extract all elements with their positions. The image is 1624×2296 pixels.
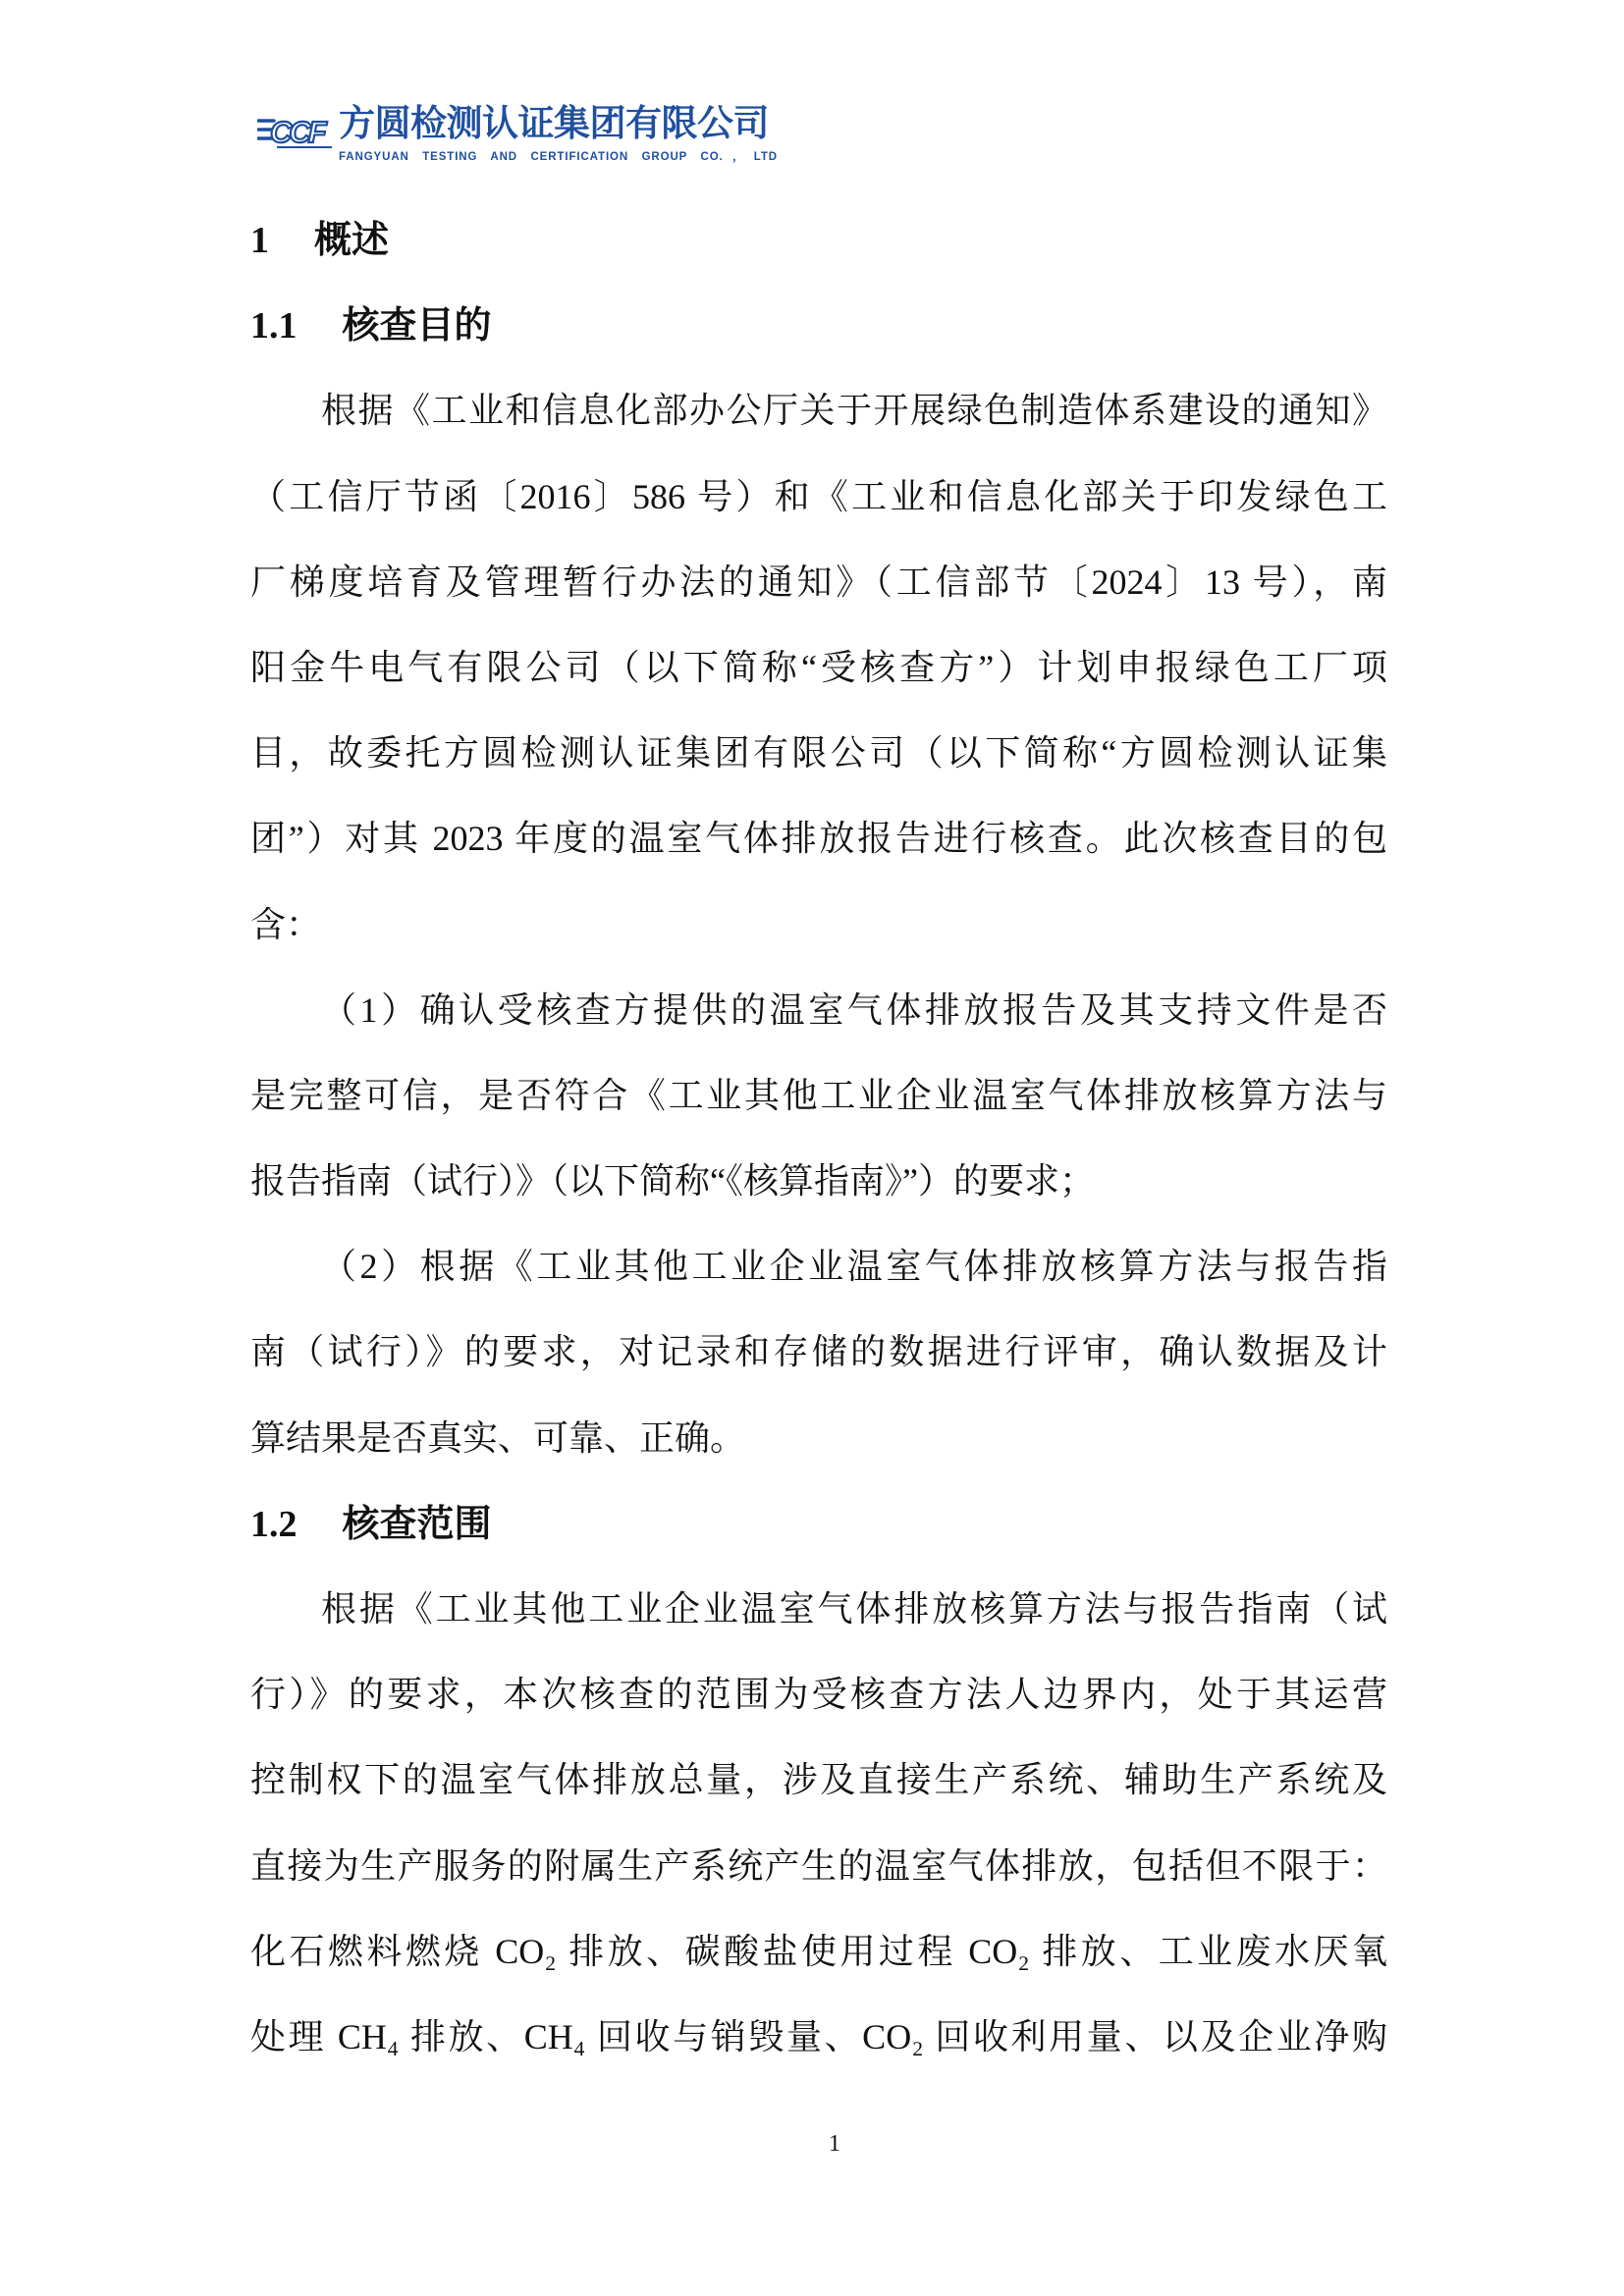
paragraph-scope [250, 1567, 1387, 2080]
paragraph-line: 算结果是否真实、可靠、正确。 [250, 1417, 746, 1458]
company-name-cn: 方圆检测认证集团有限公司 [339, 102, 769, 144]
section-number: 1.2 [250, 1503, 298, 1545]
paragraph-line: 含： [250, 904, 322, 944]
paragraph-purpose-item-1 [250, 968, 1387, 1225]
section-heading-1-1 [250, 283, 1387, 368]
paragraph-line: 直接为生产服务的附属生产系统产生的温室气体排放，包括但不限于： [250, 1845, 1387, 1886]
paragraph-line: （1）确认受核查方提供的温室气体排放报告及其支持文件是否 [321, 989, 1387, 1030]
paragraph-line: 是完整可信，是否符合《工业其他工业企业温室气体排放核算方法与 [250, 1075, 1387, 1115]
section-title: 核查目的 [342, 303, 492, 347]
section-title: 概述 [314, 218, 390, 261]
company-logo [257, 102, 787, 165]
logo-mark-icon [257, 104, 336, 155]
paragraph-line: 南（试行）》的要求，对记录和存储的数据进行评审，确认数据及计 [250, 1332, 1387, 1372]
section-number: 1.1 [250, 305, 298, 347]
section-heading-1 [250, 197, 1387, 283]
paragraph-line: 团”）对其 2023 年度的温室气体排放报告进行核查。此次核查目的包 [250, 819, 1387, 859]
paragraph-line: 厂梯度培育及管理暂行办法的通知》（工信部节〔2024〕13 号），南 [250, 561, 1387, 602]
paragraph-purpose-item-2 [250, 1224, 1387, 1481]
paragraph-line: （2）根据《工业其他工业企业温室气体排放核算方法与报告指 [321, 1247, 1387, 1287]
paragraph-line: 化石燃料燃烧 CO₂ 排放、碳酸盐使用过程 CO₂ 排放、工业废水厌氧 [250, 1931, 1387, 1971]
section-heading-1-2 [250, 1481, 1387, 1567]
paragraph-line: 目，故委托方圆检测认证集团有限公司（以下简称“方圆检测认证集 [250, 733, 1387, 774]
paragraph-purpose-intro [250, 368, 1387, 967]
section-title: 核查范围 [342, 1501, 492, 1545]
paragraph-line: 阳金牛电气有限公司（以下简称“受核查方”）计划申报绿色工厂项 [250, 647, 1387, 687]
page-number: 1 [829, 2131, 840, 2157]
paragraph-line: 根据《工业和信息化部办公厅关于开展绿色制造体系建设的通知》 [321, 391, 1387, 431]
paragraph-line: （工信厅节函〔2016〕586 号）和《工业和信息化部关于印发绿色工 [250, 476, 1387, 516]
paragraph-line: 控制权下的温室气体排放总量，涉及直接生产系统、辅助生产系统及 [250, 1760, 1387, 1800]
section-number: 1 [250, 220, 269, 261]
company-name-en: FANGYUAN TESTING AND CERTIFICATION GROUP CO.，LTD [339, 151, 778, 163]
paragraph-line: 处理 CH₄ 排放、CH₄ 回收与销毁量、CO₂ 回收利用量、以及企业净购 [250, 2016, 1387, 2056]
logo-mark-text: CCF [270, 115, 324, 149]
paragraph-line: 根据《工业其他工业企业温室气体排放核算方法与报告指南（试 [321, 1589, 1387, 1629]
document-body [250, 197, 1387, 2080]
paragraph-line: 报告指南（试行）》（以下简称“《核算指南》”）的要求； [250, 1161, 1095, 1201]
paragraph-line: 行）》的要求，本次核查的范围为受核查方法人边界内，处于其运营 [250, 1675, 1387, 1715]
